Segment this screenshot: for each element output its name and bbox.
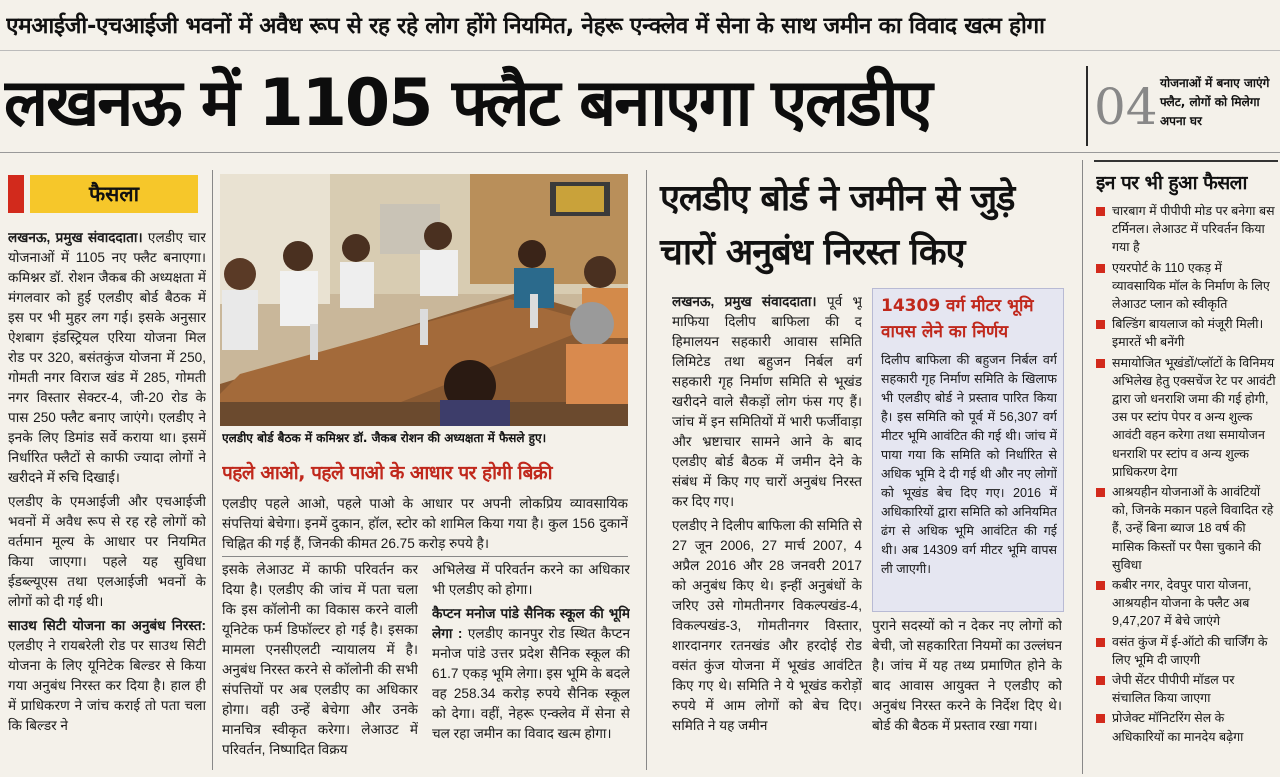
list-item: वसंत कुंज में ई-ऑटो की चार्जिंग के लिए भूमि दी जाएगी [1094, 633, 1276, 669]
subheading: कैप्टन मनोज पांडे सैनिक स्कूल की भूमि लेगा : [432, 606, 630, 641]
main-headline: लखनऊ में 1105 फ्लैट बनाएगा एलडीए [4, 66, 931, 141]
byline: लखनऊ, प्रमुख संवाददाता। [672, 294, 817, 309]
callout-number: 04 [1094, 78, 1158, 136]
kicker-headline: एमआईजी-एचआईजी भवनों में अवैध रूप से रह रहे लोग होंगे नियमित, नेहरू एन्क्लेव में सेना के साथ जमीन का विवाद खत्म होगा [6, 13, 1045, 39]
column-1-text [8, 228, 206, 776]
divider [1082, 160, 1083, 774]
divider [0, 50, 1280, 51]
list-item: समायोजित भूखंडों/प्लॉटों के विनिमय अभिलेख हेतु एक्सचेंज रेट पर आवंटी द्वारा जो धनराशि जमा की गई होगी, उस पर स्टांप पेपर व अन्य शुल्क आवंटी वहन करेगा तथा समायोजन धनराशि पर स्टांप व अन्य शुल्क प्राधिकरण देगा [1094, 354, 1276, 481]
other-decisions-list [1094, 202, 1276, 774]
list-item: आश्रयहीन योजनाओं के आवंटियों को, जिनके मकान पहले विवादित रहे हैं, उन्हें बिना ब्याज 18 वर्ष की मासिक किस्तों पर पैसा चुकाने की सुविधा [1094, 483, 1276, 574]
sales-subheading: पहले आओ, पहले पाओ के आधार पर होगी बिक्री [222, 462, 553, 484]
paragraph: एलडीए के एमआईजी और एचआईजी भवनों में अवैध रूप से रह रहे लोगों को वर्तमान मूल्य के आधार पर नियमित किया जाएगा। पहले यह सुविधा ईडब्ल्यूएस तथा एलआईजी भवनों के लोगों को दी गई थी। [8, 494, 206, 609]
column-2a-text: इसके लेआउट में काफी परिवर्तन कर दिया है। एलडीए की जांच में पता चला कि इस कॉलोनी का विकास करने वाली यूनिटेक फर्म डिफॉल्टर हो गई है। इसका मामला एनसीएलटी न्यायालय में है। अनुबंध निरस्त करने से कॉलोनी की सभी संपत्तियों पर अब एलडीए का अधिकार होगा। वही उन्हें बेचेगा और उनके मानचित्र स्वीकृत करेगा। लेआउट में परिवर्तन, निष्पादित विक्रय [222, 562, 418, 757]
list-item: कबीर नगर, देवपुर पारा योजना, आश्रयहीन योजना के फ्लैट अब 9,47,207 में बेचे जाएंगे [1094, 576, 1276, 631]
bullet-square-icon [1096, 488, 1105, 497]
meeting-photo [220, 174, 628, 426]
divider [646, 170, 647, 770]
byline: लखनऊ, प्रमुख संवाददाता। [8, 230, 143, 245]
sales-paragraph: एलडीए पहले आओ, पहले पाओ के आधार पर अपनी लोकप्रिय व्यावसायिक संपत्तियां बेचेगा। इनमें दुकान, हॉल, स्टोर को शामिल किया गया है। कुल 156 दुकानें चिह्नित की गई हैं, जिनकी कीमत 26.75 करोड़ रुपये है। [222, 496, 628, 551]
list-item: बिल्डिंग बायलाज को मंजूरी मिली। इमारतें भी बनेंगी [1094, 315, 1276, 351]
divider [1094, 160, 1278, 162]
list-item: चारबाग में पीपीपी मोड पर बनेगा बस टर्मिनल। लेआउट में परिवर्तन किया गया है [1094, 202, 1276, 257]
bullet-square-icon [1096, 264, 1105, 273]
column-3-text [672, 292, 862, 776]
photo-caption: एलडीए बोर्ड बैठक में कमिश्नर डॉ. जैकब रोशन की अध्यक्षता में फैसले हुए। [222, 431, 547, 445]
other-decisions-title: इन पर भी हुआ फैसला [1096, 172, 1247, 194]
divider [222, 556, 628, 557]
paragraph: एलडीए कानपुर रोड स्थित कैप्टन मनोज पांडे उत्तर प्रदेश सैनिक स्कूल की 61.7 एकड़ भूमि लेगा। इस भूमि के बदले वह 258.34 करोड़ रुपये सैनिक स्कूल को देगा। वहीं, नेहरू एन्क्लेव में सेना से चल रहा जमीन का विवाद खत्म होगा। [432, 626, 630, 741]
list-item: प्रोजेक्ट मॉनिटरिंग सेल के अधिकारियों का मानदेय बढ़ेगा [1094, 709, 1276, 745]
bullet-square-icon [1096, 676, 1105, 685]
divider [212, 170, 213, 770]
callout-text: योजनाओं में बनाए जाएंगे फ्लैट, लोगों को मिलेगा अपना घर [1160, 76, 1270, 128]
meeting-photo-illustration [220, 174, 628, 426]
paragraph: एलडीए चार योजनाओं में 1105 नए फ्लैट बनाएगा। कमिश्नर डॉ. रोशन जैकब की अध्यक्षता में मंगलवार को हुई एलडीए बोर्ड बैठक में इस पर भी मुहर लग गई। इसके अनुसार ऐशबाग इंडस्ट्रियल एरिया योजना मिल रोड पर 320, बसंतकुंज योजना में 250, गोमती नगर विराज खंड में 285, गोमती नगर विस्तार सेक्टर-4, जी-20 रोड के पास 250 फ्लैट बनाए जाएंगे। एलडीए ने इनके लिए डिमांड सर्वे कराया था। इसमें निर्धारित फ्लैटों से काफी ज्यादा लोगों ने खरीदने में रुचि दिखाई। [8, 230, 206, 485]
column-2b-text [432, 560, 630, 776]
divider [1086, 66, 1088, 146]
land-return-title: 14309 वर्ग मीटर भूमि वापस लेने का निर्णय [881, 296, 1034, 342]
column-4-text: पुराने सदस्यों को न देकर नए लोगों को बेची, जो सहकारिता नियमों का उल्लंघन है। जांच में यह तथ्य प्रमाणित होने के बाद आवास आयुक्त ने एलडीए को अनुबंध निरस्त करने के निर्देश दिए थे। बोर्ड की बैठक में प्रस्ताव रखा गया। [872, 618, 1062, 733]
subheading: साउथ सिटी योजना का अनुबंध निरस्त: [8, 618, 206, 633]
land-return-text: दिलीप बाफिला की बहुजन निर्बल वर्ग सहकारी गृह निर्माण समिति के खिलाफ भी एलडीए बोर्ड ने प्रस्ताव पारित किया है। इस समिति को पूर्व में 56,307 वर्ग मीटर भूमि आवंटित की गई थी। जांच में पाया गया कि समिति को निर्धारित से अधिक भूमि दे दी गई थी और नए लोगों को भूखंड बेच दिए गए। 2016 में अधिकारियों द्वारा समिति को अनियमित ढंग से अधिक भूमि आवंटित की गई थी। अब 14309 वर्ग मीटर भूमि वापस ली जाएगी। [881, 353, 1057, 576]
bullet-square-icon [1096, 207, 1105, 216]
paragraph: एलडीए ने रायबरेली रोड पर साउथ सिटी योजना के लिए यूनिटेक बिल्डर से किया गया अनुबंध निरस्त कर दिया है। हाल ही में प्राधिकरण ने जांच कराई तो पता चला कि बिल्डर ने [8, 638, 206, 733]
bullet-square-icon [1096, 320, 1105, 329]
label-red-block [8, 175, 24, 213]
bullet-square-icon [1096, 714, 1105, 723]
board-headline: एलडीए बोर्ड ने जमीन से जुड़े चारों अनुबंध निरस्त किए [660, 178, 1015, 273]
list-item: जेपी सेंटर पीपीपी मॉडल पर संचालित किया जाएगा [1094, 671, 1276, 707]
paragraph: एलडीए ने दिलीप बाफिला की समिति से 27 जून 2006, 27 मार्च 2007, 4 अप्रैल 2016 और 28 जनवरी 2017 को अनुबंध किए थे। इन्हीं अनुबंधों के जरिए उसे गोमतीनगर विकल्पखंड-4, विकल्पखंड-3, गोमतीनगर विस्तार, शारदानगर रतनखंड और हरदोई रोड वसंत कुंज योजना में भूखंड आवंटित किए गए थे। समिति ने ये भूखंड करोड़ों रुपये में आम लोगों को बेच दिए। समिति ने यह जमीन [672, 518, 862, 733]
bullet-square-icon [1096, 581, 1105, 590]
list-item: एयरपोर्ट के 110 एकड़ में व्यावसायिक मॉल के निर्माण के लिए लेआउट प्लान को स्वीकृति [1094, 259, 1276, 314]
decision-label-text: फैसला [30, 175, 198, 213]
paragraph: पूर्व भू माफिया दिलीप बाफिला की द हिमालयन सहकारी आवास समिति लिमिटेड तथा बहुजन निर्बल वर्ग सहकारी गृह निर्माण समिति से भूखंड खरीदने वाले सैकड़ों लोग फंस गए हैं। जांच में इन समितियों में भारी फर्जीवाड़ा और भ्रष्टाचार सामने आने के बाद एलडीए बोर्ड बैठक में जमीन देने के संबंध में किए गए चारों अनुबंध निरस्त कर दिए गए। [672, 294, 862, 509]
land-return-box [872, 288, 1064, 612]
decision-label [8, 175, 198, 213]
divider [0, 152, 1280, 153]
bullet-square-icon [1096, 359, 1105, 368]
callout-box [1094, 72, 1278, 142]
bullet-square-icon [1096, 638, 1105, 647]
paragraph: अभिलेख में परिवर्तन करने का अधिकार भी एलडीए को होगा। [432, 562, 630, 597]
